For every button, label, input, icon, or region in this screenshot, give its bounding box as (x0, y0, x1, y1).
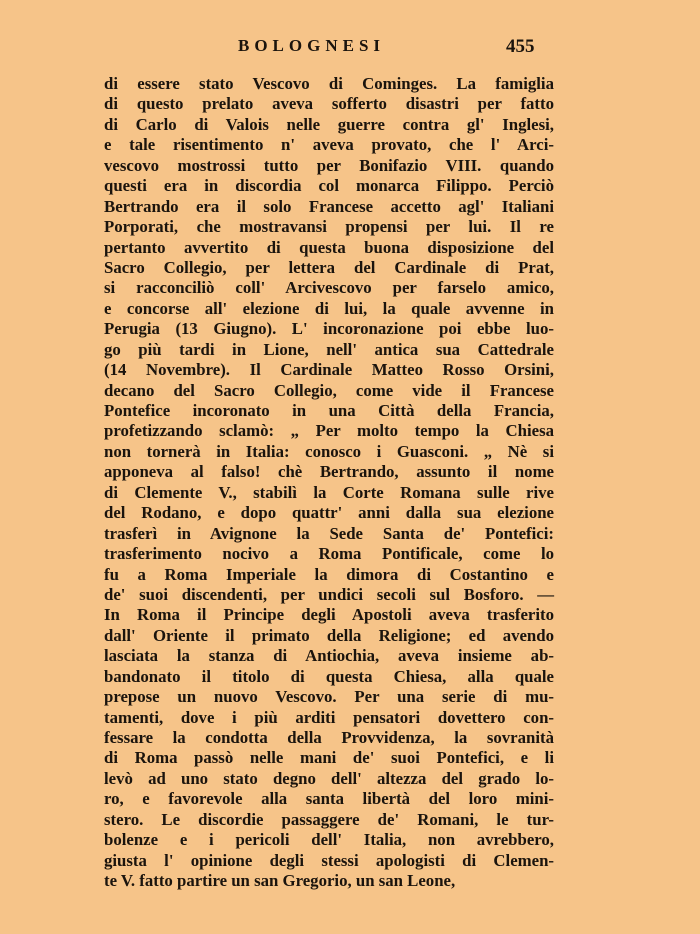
body-text (104, 74, 554, 892)
text-line: vescovo mostrossi tutto per Bonifazio VIII. quando (104, 155, 554, 175)
text-line: e concorse all' elezione di lui, la quale avvenne in (104, 298, 554, 318)
text-line: In Roma il Principe degli Apostoli aveva trasferito (104, 605, 554, 625)
text-line: lasciata la stanza di Antiochia, aveva insieme ab- (104, 646, 554, 666)
text-line: de' suoi discendenti, per undici secoli sul Bosforo. — (104, 584, 554, 604)
text-line: bandonato il titolo di questa Chiesa, alla quale (104, 666, 554, 686)
text-line: Porporati, che mostravansi propensi per lui. Il re (104, 217, 554, 237)
text-line: di Clemente V., stabilì la Corte Romana sulle rive (104, 482, 554, 502)
text-line: stero. Le discordie passaggere de' Romani, le tur- (104, 809, 554, 829)
text-line: (14 Novembre). Il Cardinale Matteo Rosso Orsini, (104, 360, 554, 380)
text-line: ro, e favorevole alla santa libertà del loro mini- (104, 789, 554, 809)
text-line: profetizzando sclamò: „ Per molto tempo la Chiesa (104, 421, 554, 441)
text-line: trasferì in Avignone la Sede Santa de' Pontefici: (104, 523, 554, 543)
text-line: bolenze e i pericoli dell' Italia, non avrebbero, (104, 830, 554, 850)
text-line: del Rodano, e dopo quattr' anni dalla sua elezione (104, 503, 554, 523)
running-title: BOLOGNESI (238, 36, 386, 55)
text-line: pertanto avvertito di questa buona disposizione del (104, 237, 554, 257)
text-line: Pontefice incoronato in una Città della Francia, (104, 401, 554, 420)
text-line: non tornerà in Italia: conosco i Guasconi. „ Nè si (104, 441, 554, 461)
text-line: prepose un nuovo Vescovo. Per una serie di mu- (104, 687, 554, 707)
text-line: levò ad uno stato degno dell' altezza del grado lo- (104, 768, 554, 788)
text-line: fessare la condotta della Provvidenza, la sovranità (104, 728, 554, 747)
text-line: trasferimento nocivo a Roma Pontificale, come lo (104, 544, 554, 564)
text-line: Perugia (13 Giugno). L' incoronazione poi ebbe luo- (104, 319, 554, 339)
text-line: giusta l' opinione degli stessi apologisti di Clemen- (104, 850, 554, 870)
text-line: si racconciliò coll' Arcivescovo per farselo amico, (104, 278, 554, 298)
text-line: decano del Sacro Collegio, come vide il Francese (104, 380, 554, 400)
running-head (0, 36, 700, 60)
text-line: di essere stato Vescovo di Cominges. La famiglia (104, 74, 554, 93)
text-line: fu a Roma Imperiale la dimora di Costantino e (104, 564, 554, 584)
text-line: di Carlo di Valois nelle guerre contra gl' Inglesi, (104, 114, 554, 134)
text-line: tamenti, dove i più arditi pensatori dovettero con- (104, 707, 554, 727)
text-line: dall' Oriente il primato della Religione; ed avendo (104, 625, 554, 645)
text-line: te V. fatto partire un san Gregorio, un san Leone, (104, 871, 456, 891)
text-line: Sacro Collegio, per lettera del Cardinale di Prat, (104, 257, 554, 277)
text-line: di questo prelato aveva sofferto disastri per fatto (104, 94, 554, 114)
text-line: e tale risentimento n' aveva provato, che l' Arci- (104, 135, 554, 155)
text-line: di Roma passò nelle mani de' suoi Pontefici, e li (104, 748, 554, 768)
page-number: 455 (506, 36, 535, 57)
text-line: Bertrando era il solo Francese accetto agl' Italiani (104, 196, 554, 216)
text-line: questi era in discordia col monarca Filippo. Perciò (104, 176, 554, 196)
text-line: apponeva al falso! chè Bertrando, assunto il nome (104, 462, 554, 482)
text-line: go più tardi in Lione, nell' antica sua Cattedrale (104, 339, 554, 359)
